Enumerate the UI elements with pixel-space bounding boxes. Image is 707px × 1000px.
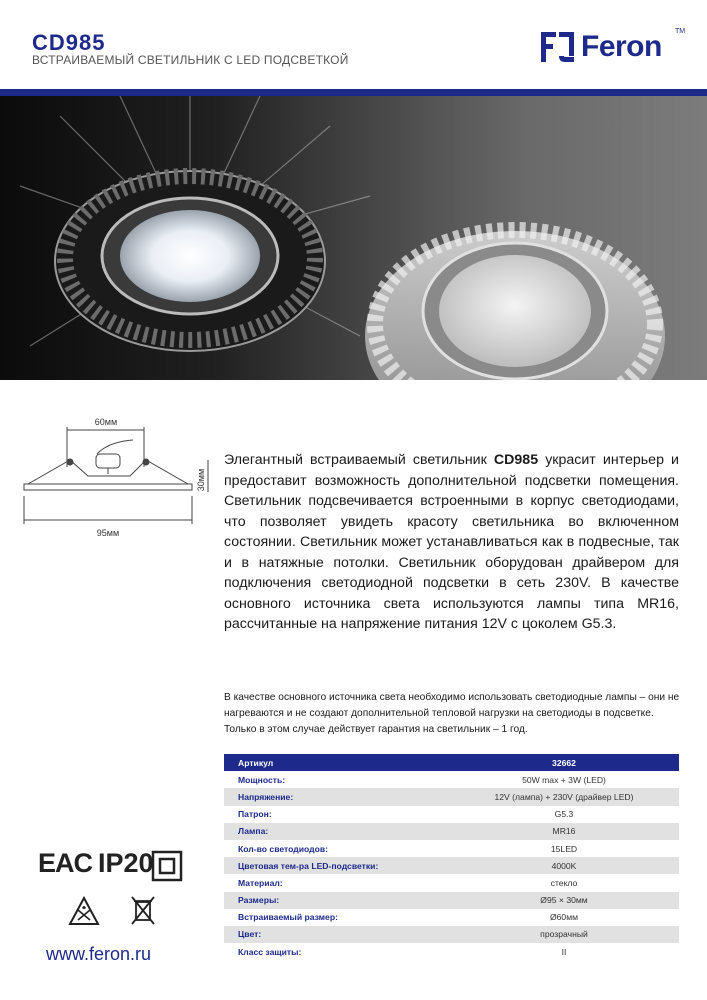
description-body: украсит интерьер и предоставит возможность дополнительной подсветки помещения. Светильник подсвечивается встроенными в корпус светодиодами, что позволяет увидеть красоту светильника во включенном состоянии. Светильник может устанавливаться как в подвесные, так и в натяжные потолки. Светильник оборудован драйвером для подключения светодиодной подсветки в сеть 230V. В качестве основного источника света используются лампы типа MR16, рассчитанные на напряжение питания 12V с цоколем G5.3. [224, 452, 679, 632]
spec-row-voltage [224, 788, 679, 805]
weee-bin-icon [130, 894, 156, 926]
spec-value: Ø95 × 30мм [540, 895, 588, 906]
eac-mark: EAC [38, 848, 93, 878]
spec-row-color-temp [224, 857, 679, 874]
spec-key: Класс защиты: [238, 946, 302, 957]
spec-row-dimensions [224, 892, 679, 909]
double-insulation-icon [151, 850, 183, 882]
spec-table [224, 754, 679, 960]
dimension-drawing [18, 412, 216, 547]
spec-value: II [561, 946, 567, 957]
spec-value: MR16 [552, 826, 576, 837]
description-intro: Элегантный встраиваемый светильник [224, 452, 494, 468]
website-link[interactable]: www.feron.ru [46, 944, 152, 964]
product-photo-illustration [0, 96, 707, 380]
spec-key: Цвет: [238, 929, 262, 940]
trademark-mark: TM [675, 28, 686, 35]
description-model: CD985 [493, 452, 539, 468]
spec-row-cutout [224, 909, 679, 926]
warranty-note: В качестве основного источника света необходимо использовать светодиодные лампы – они не нагреваются и не создают дополнительной тепловой нагрузки на светодиоды в подсветке. Только в этом случае действует гарантия на светильник – 1 год. [224, 692, 680, 735]
spec-value: 50W max + 3W (LED) [522, 774, 606, 785]
spec-value: прозрачный [540, 929, 588, 940]
drawing-width-top: 60мм [94, 417, 118, 427]
spec-value: 15LED [550, 843, 578, 854]
spec-key: Артикул [238, 757, 274, 768]
ip-rating: IP20 [98, 848, 154, 878]
spec-row-led-count [224, 840, 679, 857]
certifications [38, 848, 188, 938]
spec-row-color [224, 926, 679, 943]
spec-key: Кол-во светодиодов: [238, 843, 328, 854]
spec-value: 32662 [552, 757, 576, 768]
spec-value: G5.3 [554, 809, 574, 820]
spec-key: Патрон: [238, 809, 272, 820]
spec-value: 12V (лампа) + 230V (драйвер LED) [494, 791, 634, 802]
spec-key: Размеры: [238, 895, 280, 906]
product-photo [0, 96, 707, 380]
spec-key: Цветовая тем-ра LED-подсветки: [238, 860, 379, 871]
header-divider [0, 89, 707, 96]
spec-row-article [224, 754, 679, 771]
spec-value: 4000K [551, 860, 577, 871]
spec-value: стекло [550, 877, 578, 888]
spec-value: Ø60мм [549, 912, 579, 923]
brand-name: Feron [581, 30, 662, 63]
spec-key: Материал: [238, 877, 283, 888]
drawing-height: 30мм [196, 468, 206, 492]
spec-row-material [224, 874, 679, 891]
brand-logo [541, 28, 686, 68]
spec-row-socket [224, 806, 679, 823]
product-model: CD985 [32, 30, 106, 55]
product-subtitle: ВСТРАИВАЕМЫЙ СВЕТИЛЬНИК С LED ПОДСВЕТКОЙ [32, 53, 349, 67]
feron-logo-icon [541, 32, 575, 62]
spec-key: Напряжение: [238, 791, 294, 802]
spec-key: Мощность: [238, 774, 286, 785]
spec-row-power [224, 771, 679, 788]
flammable-surface-icon [68, 896, 100, 926]
spec-row-lamp [224, 823, 679, 840]
spec-key: Встраиваемый размер: [238, 912, 338, 923]
spec-key: Лампа: [238, 826, 269, 837]
drawing-width-bottom: 95мм [96, 528, 120, 538]
product-description [224, 450, 679, 635]
spec-row-protection-class [224, 943, 679, 960]
